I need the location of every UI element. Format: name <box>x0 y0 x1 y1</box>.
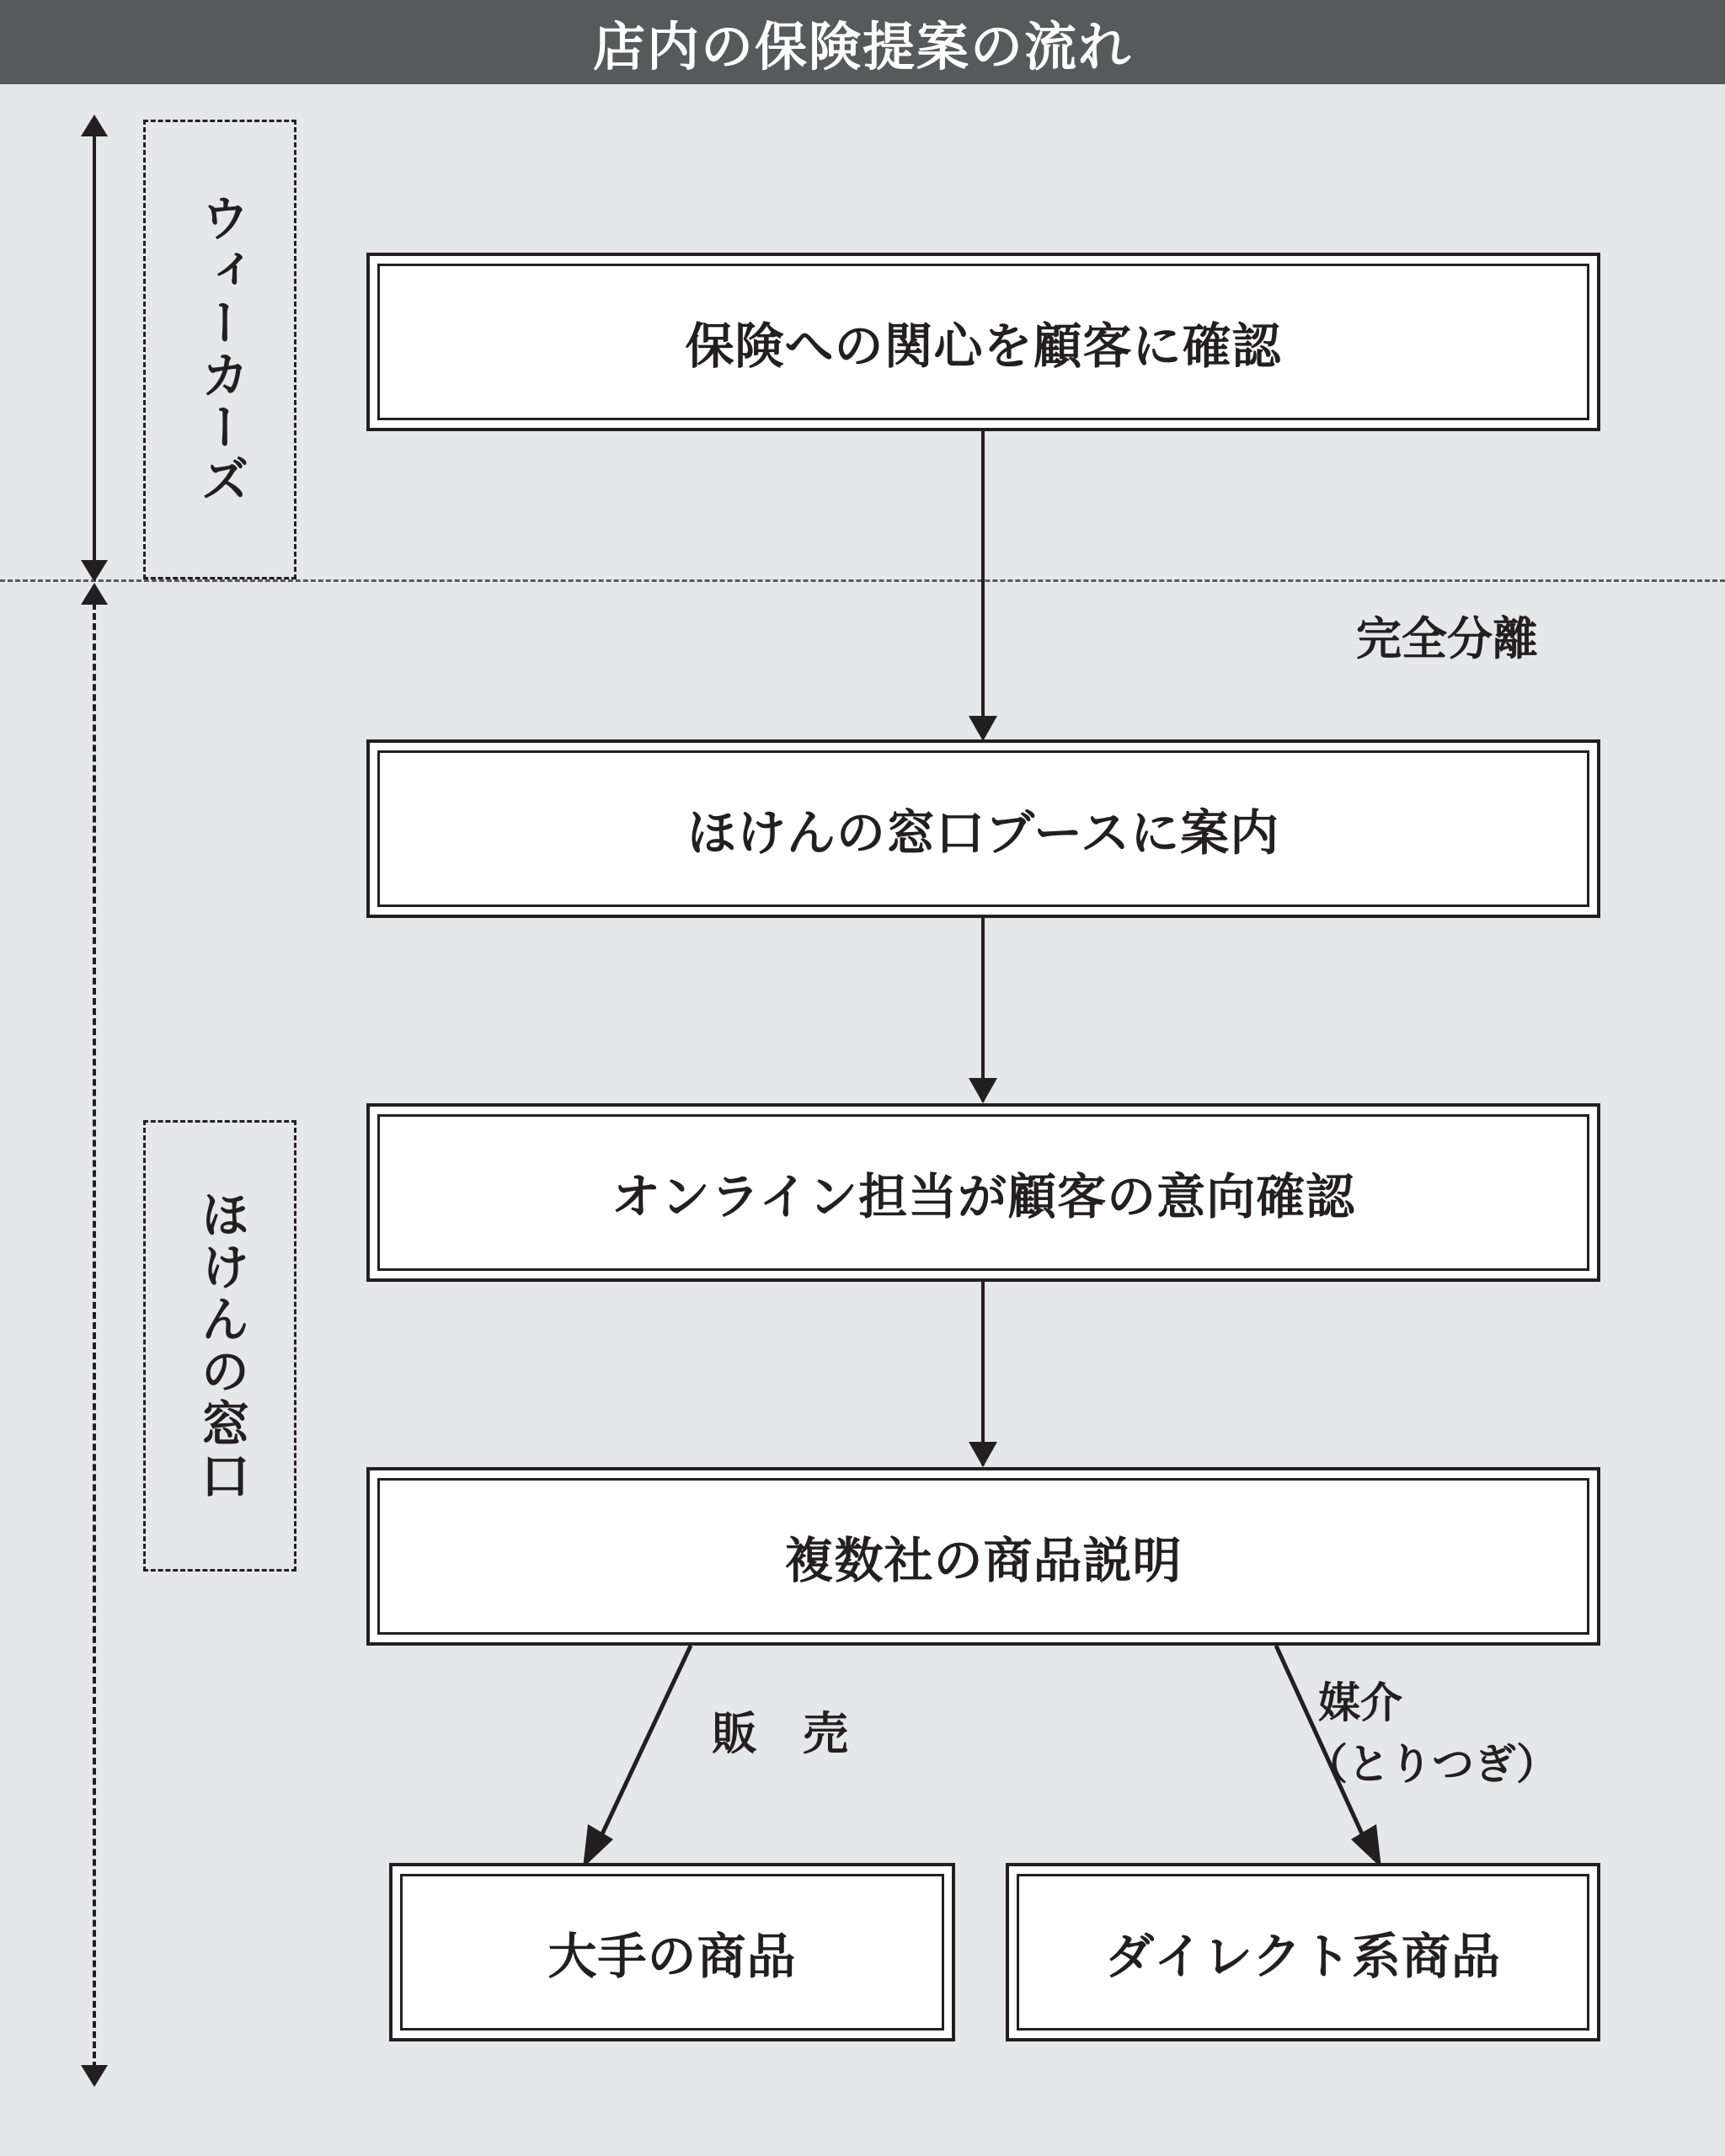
connector-3-4-arrowhead <box>969 1442 997 1467</box>
connector-1-2 <box>981 431 985 718</box>
connector-3-4 <box>981 1282 985 1465</box>
step-box-2: ほけんの窓口ブースに案内 <box>366 739 1600 918</box>
range-arrow-bottom <box>81 2065 108 2087</box>
page-title: 店内の保険提案の流れ <box>592 18 1132 77</box>
edge-label-brokerage-line1: 媒介 <box>1318 1679 1402 1726</box>
edge-label-sell: 販 売 <box>712 1709 848 1759</box>
title-bar <box>0 0 1725 84</box>
separator-label: 完全分離 <box>1356 614 1538 664</box>
range-arrow-lower-top <box>81 583 108 605</box>
range-arrow-top <box>81 115 108 136</box>
range-arrow-upper-bottom <box>81 560 108 582</box>
range-line-upper <box>93 135 96 579</box>
outcome-box-left: 大手の商品 <box>389 1863 955 2041</box>
edge-label-brokerage-line2: （とりつぎ） <box>1306 1741 1558 1788</box>
lane-separator <box>0 579 1725 582</box>
connector-2-3 <box>981 918 985 1102</box>
step-box-3: オンライン担当が顧客の意向確認 <box>366 1103 1600 1282</box>
range-line-lower <box>93 603 96 2068</box>
lane-label-hoken-no-madoguchi: ほけんの窓口 <box>143 1120 296 1572</box>
connector-2-3-arrowhead <box>969 1078 997 1103</box>
connector-1-2-arrowhead <box>969 716 997 741</box>
outcome-box-right: ダイレクト系商品 <box>1006 1863 1600 2041</box>
lane-label-weecars: ウィーカーズ <box>143 120 296 579</box>
step-box-4: 複数社の商品説明 <box>366 1467 1600 1646</box>
step-box-1: 保険への関心を顧客に確認 <box>366 253 1600 431</box>
